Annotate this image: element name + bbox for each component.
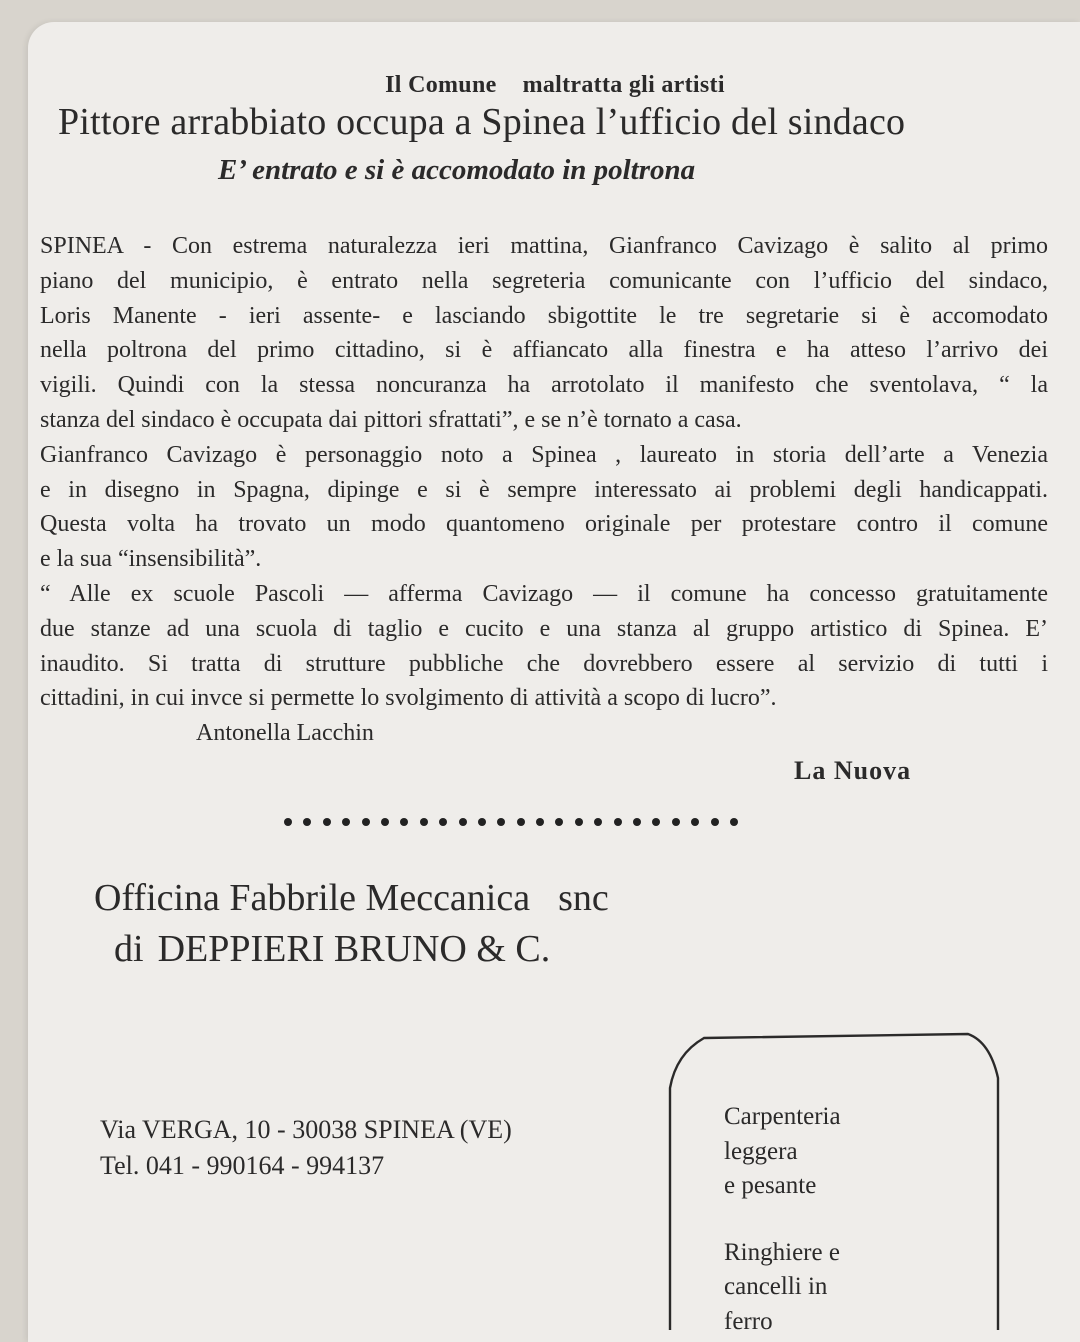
ad-contact	[100, 1112, 512, 1184]
kicker-left: Il Comune	[385, 72, 497, 98]
body-line: piano del municipio, è entrato nella segreteria comunicante con l’ufficio del sindaco,	[40, 267, 1048, 294]
body-line: SPINEA - Con estrema naturalezza ieri mattina, Gianfranco Cavizago è salito al primo	[40, 233, 1048, 259]
service-line: e pesante	[724, 1172, 817, 1199]
body-line: “ Alle ex scuole Pascoli — afferma Cavizago — il comune ha concesso gratuitamente	[40, 580, 1048, 607]
service-line: Carpenteria	[724, 1103, 841, 1130]
service-line: Ringhiere e	[724, 1238, 840, 1266]
body-line: nella poltrona del primo cittadino, si è affiancato alla finestra e ha atteso l’arrivo dei	[40, 337, 1048, 364]
kicker-right: maltratta gli artisti	[522, 72, 725, 98]
body-line: Questa volta ha trovato un modo quantomeno originale per protestare contro il comune	[40, 511, 1048, 538]
body-line: Loris Manente - ieri assente- e lasciando sbigottite le tre segretarie si è accomodato	[40, 302, 1048, 329]
article-headline: Pittore arrabbiato occupa a Spinea l’ufficio del sindaco	[58, 101, 906, 143]
ad-company-name	[94, 876, 609, 920]
article-author: Antonella Lacchin	[196, 720, 374, 746]
article-kicker	[0, 72, 1080, 99]
service-line: cancelli in	[724, 1273, 828, 1300]
ad-services-box	[668, 1030, 1000, 1335]
ad-company-owner	[114, 927, 550, 971]
article-body	[40, 229, 1048, 716]
service-line: leggera	[724, 1137, 798, 1165]
body-line: inaudito. Si tratta di strutture pubbliche che dovrebbero essere al servizio di tutti i	[40, 650, 1048, 677]
body-line: due stanze ad una scuola di taglio e cucito e una stanza al gruppo artistico di Spinea. E’	[40, 615, 1048, 642]
article-source: La Nuova	[794, 756, 912, 785]
service-line: ferro	[724, 1307, 773, 1335]
dotted-separator	[284, 818, 738, 826]
body-line: vigili. Quindi con la stessa noncuranza ha arrotolato il manifesto che sventolava, “ la	[40, 372, 1048, 399]
ad-address: Via VERGA, 10 - 30038 SPINEA (VE)	[100, 1115, 512, 1144]
body-line: e in disegno in Spagna, dipinge e si è sempre interessato ai problemi degli handicappati.	[40, 476, 1048, 503]
body-line: e la sua “insensibilità”.	[40, 546, 262, 573]
services-list	[724, 1100, 841, 1335]
ad-phone: Tel. 041 - 990164 - 994137	[100, 1151, 385, 1180]
company-line2-name: DEPPIERI BRUNO & C.	[157, 928, 551, 970]
company-line1: Officina Fabbrile Meccanica	[94, 877, 531, 919]
company-suffix: snc	[558, 877, 609, 919]
body-line: cittadini, in cui invce si permette lo svolgimento di attività a scopo di lucro”.	[40, 685, 777, 712]
body-line: stanza del sindaco è occupata dai pittori sfrattati”, e se n’è tornato a casa.	[40, 406, 742, 433]
article-subhead: E’ entrato e si è accomodato in poltrona	[218, 154, 696, 186]
company-line2-prefix: di	[114, 928, 144, 970]
body-line: Gianfranco Cavizago è personaggio noto a Spinea , laureato in storia dell’arte a Venezia	[40, 441, 1048, 468]
